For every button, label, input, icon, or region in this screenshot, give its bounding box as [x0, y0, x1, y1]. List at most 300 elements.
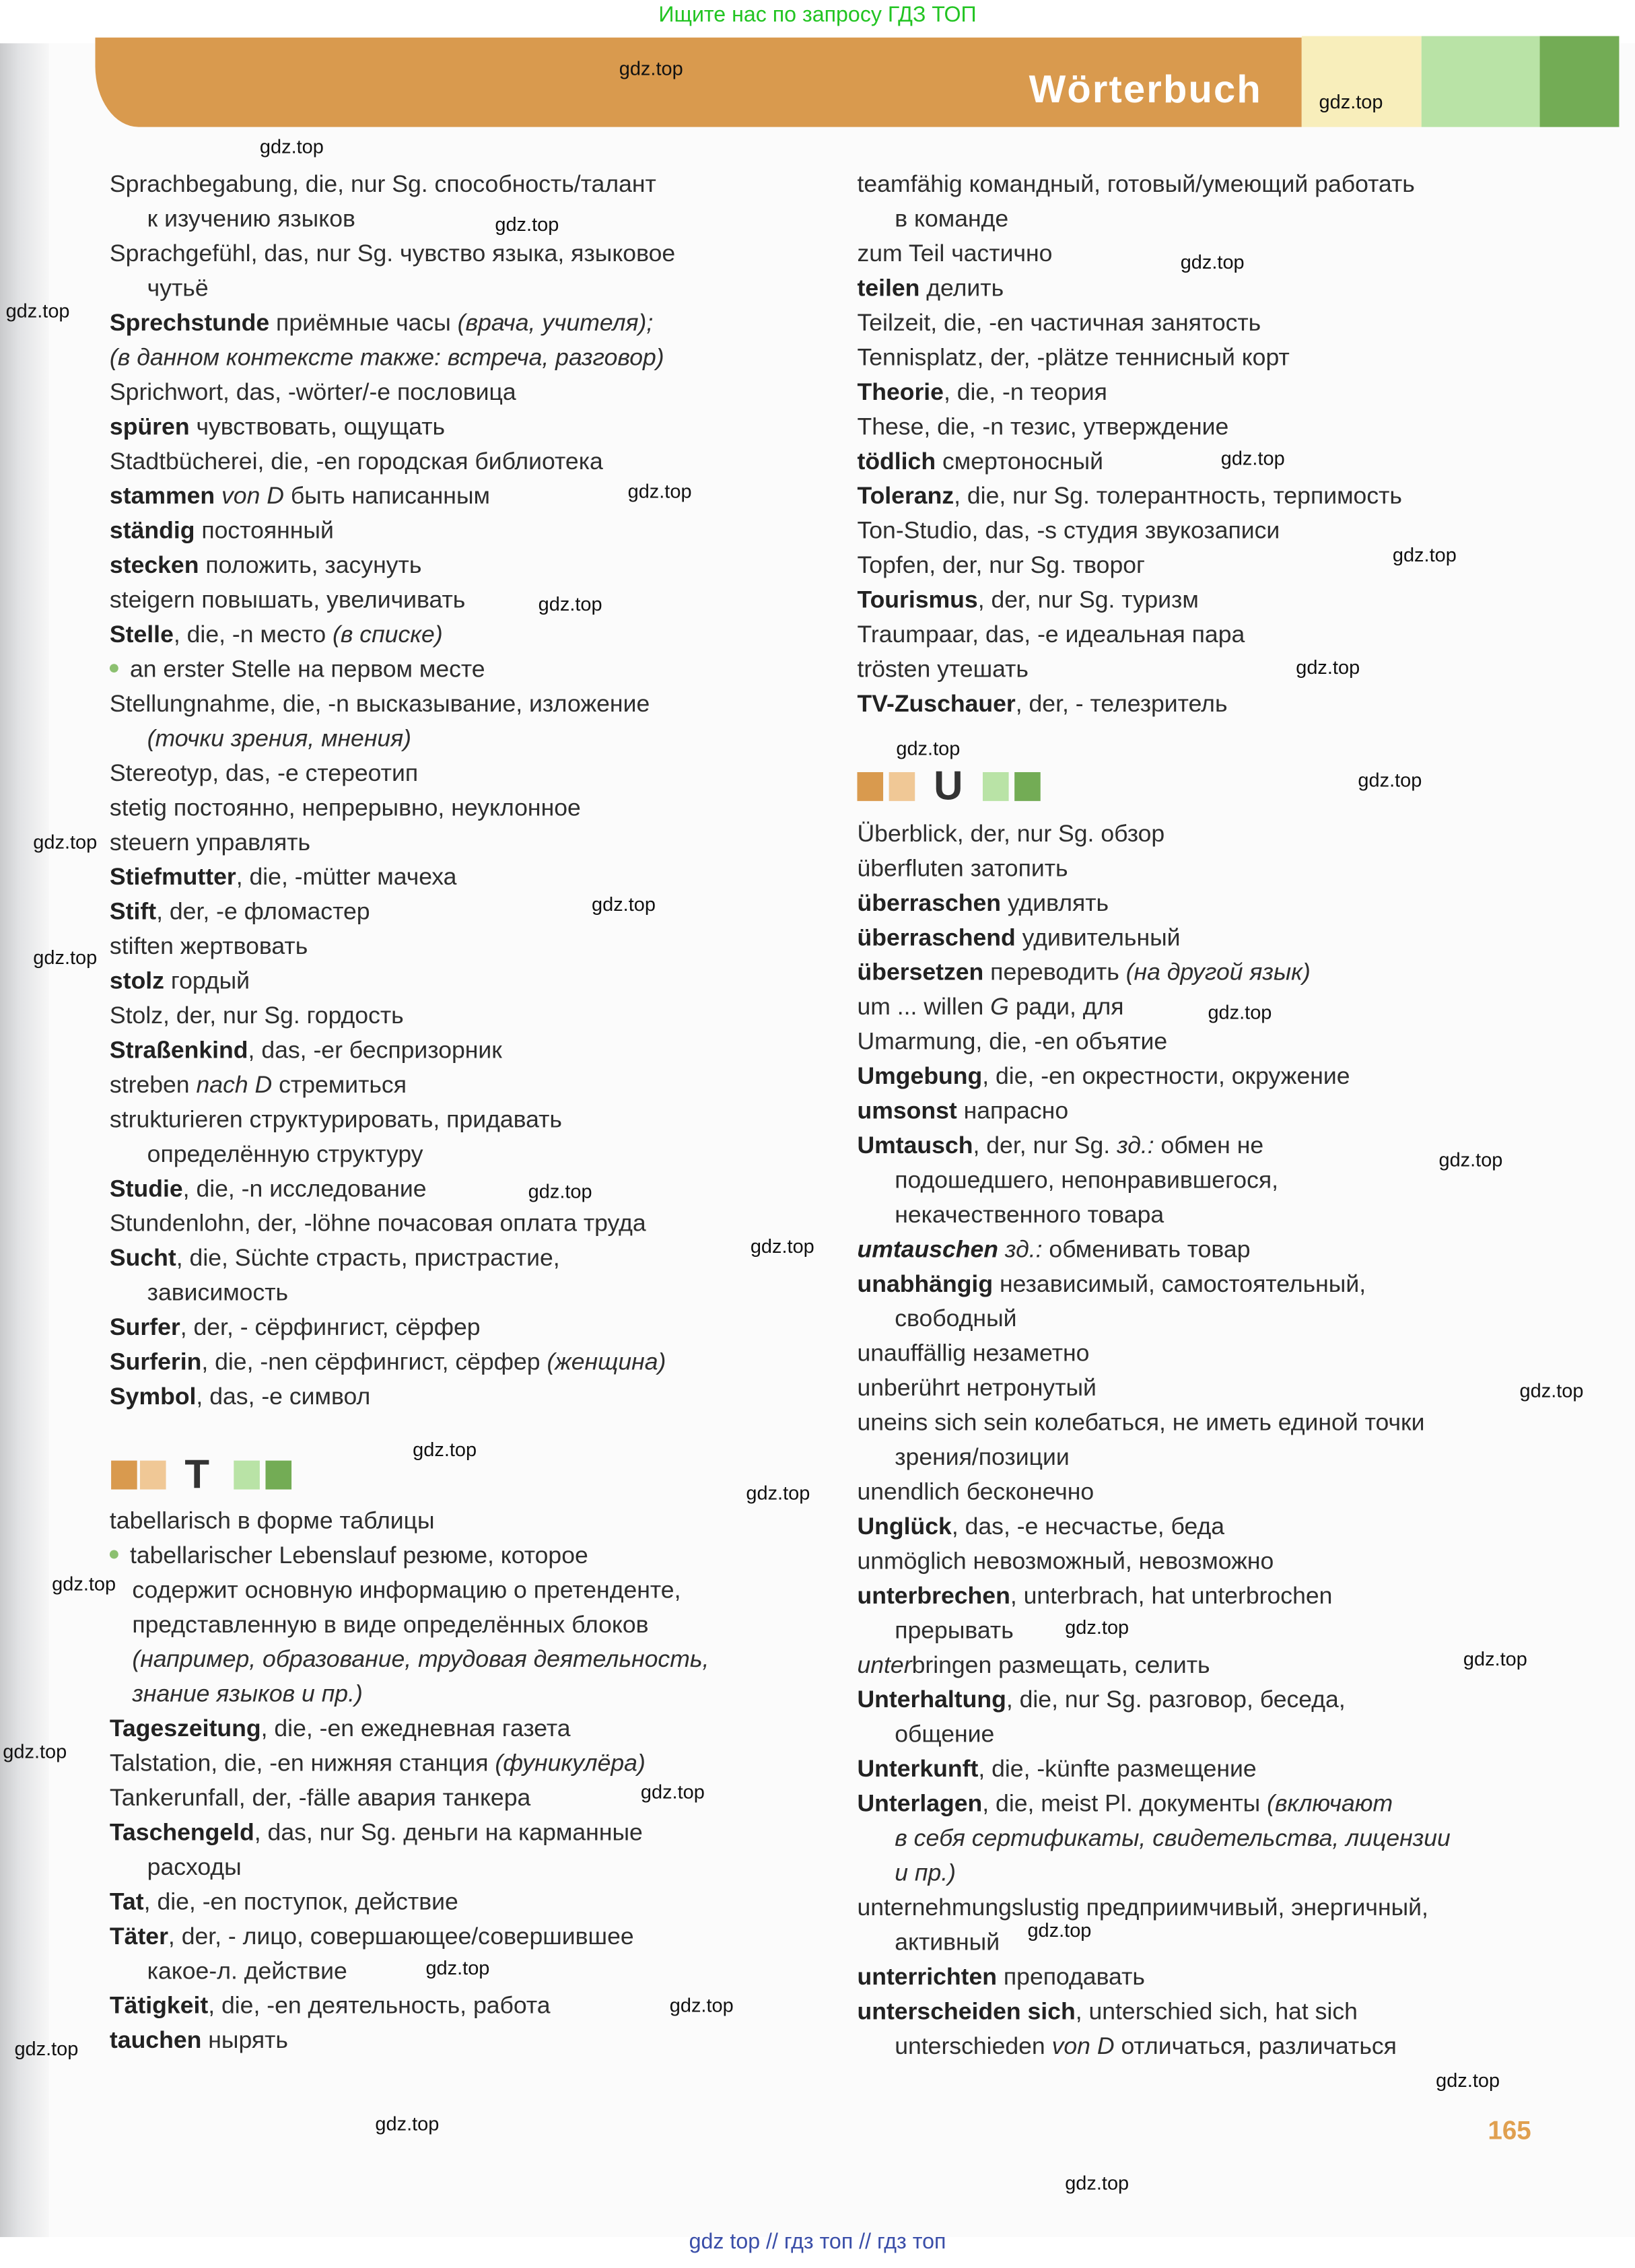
dictionary-entry: [110, 1816, 643, 1850]
entry-text: (в списке): [333, 620, 443, 648]
dictionary-entry: [110, 860, 457, 895]
entry-text: удивлять: [1001, 889, 1109, 917]
dictionary-entry: [147, 1276, 288, 1310]
headword: umsonst: [857, 1097, 957, 1125]
dictionary-entry: [857, 1683, 1345, 1717]
dictionary-entry: [147, 1137, 423, 1171]
dictionary-entry: [857, 852, 1068, 886]
entry-text: (в данном контексте также: встреча, разговор): [109, 343, 664, 371]
entry-text: удивительный: [1015, 924, 1181, 951]
dictionary-entry: [895, 2029, 1397, 2063]
entry-text: , die, -mütter мачеха: [236, 863, 457, 891]
entry-text: представленную в виде определённых блоков: [132, 1610, 649, 1639]
headword: Toleranz: [857, 482, 954, 510]
entry-text: , der, - сёрфингист, сёрфер: [180, 1313, 481, 1341]
dictionary-entry: [857, 1267, 1366, 1301]
watermark: gdz.top: [1220, 447, 1285, 469]
dictionary-entry: [895, 1302, 1016, 1336]
dictionary-entry: [132, 1573, 681, 1608]
dictionary-entry: [110, 1380, 370, 1414]
dictionary-entry: [110, 756, 418, 790]
entry-text: steuern управлять: [109, 828, 311, 856]
dictionary-entry: [857, 1752, 1256, 1787]
dictionary-entry: [110, 1241, 560, 1276]
dictionary-entry: [857, 1960, 1144, 1994]
entry-text: (врача, учителя);: [457, 308, 654, 337]
headword: unterrichten: [857, 1962, 998, 1991]
headword: teilen: [857, 274, 920, 302]
entry-text: Überblick, der, nur Sg. обзор: [857, 819, 1165, 848]
entry-text: um ... willen: [857, 993, 991, 1021]
dictionary-entry: [110, 930, 308, 964]
headword: Täter: [109, 1922, 168, 1950]
entry-text: , das, -e символ: [196, 1382, 371, 1410]
headword: stecken: [109, 551, 199, 579]
dictionary-entry: [110, 1538, 588, 1573]
light-green-square-icon: [983, 772, 1009, 801]
dictionary-entry: [857, 583, 1198, 617]
dictionary-entry: [857, 1129, 1263, 1163]
headword: stammen: [109, 482, 215, 510]
headword: Taschengeld: [109, 1818, 254, 1847]
entry-text: к изучению языков: [147, 205, 355, 233]
dictionary-entry: [895, 1163, 1278, 1198]
dictionary-entry: [147, 202, 355, 236]
headword: Studie: [109, 1175, 183, 1202]
entry-text: , unterschied sich, hat sich: [1075, 1997, 1358, 2025]
entry-text: нырять: [201, 2026, 288, 2054]
headword: ständig: [109, 516, 195, 545]
dictionary-entry: [857, 1475, 1094, 1509]
entry-text: Stereotyp, das, -e стереотип: [109, 759, 419, 787]
dictionary-entry: [110, 2024, 288, 2058]
entry-text: зрения/позиции: [895, 1443, 1070, 1471]
entry-text: и пр.): [895, 1859, 956, 1887]
entry-text: активный: [895, 1928, 1000, 1956]
headword: unterbrechen: [857, 1581, 1010, 1610]
dictionary-entry: [110, 341, 664, 375]
dictionary-entry: [110, 1504, 435, 1538]
entry-text: ради, для: [1008, 993, 1124, 1021]
dictionary-entry: [857, 955, 1310, 990]
dictionary-entry: [110, 618, 443, 652]
entry-text: постоянный: [195, 516, 334, 545]
dictionary-entry: [110, 999, 404, 1033]
dictionary-entry: [857, 1025, 1167, 1059]
entry-text: , das, -er беспризорник: [248, 1036, 502, 1064]
headword: Stelle: [109, 620, 174, 648]
headword: TV-Zuschauer: [857, 689, 1016, 718]
entry-text: чувствовать, ощущать: [189, 413, 446, 440]
headword: Stiefmutter: [109, 863, 236, 891]
watermark: gdz.top: [627, 480, 692, 503]
dictionary-entry: [110, 964, 250, 998]
footer-links[interactable]: gdz top // гдз топ // гдз топ: [689, 2230, 946, 2255]
dictionary-entry: [857, 479, 1401, 514]
entry-text: знание языков и пр.): [132, 1680, 363, 1708]
entry-text: , der, nur Sg. туризм: [977, 586, 1199, 614]
entry-text: делить: [919, 274, 1004, 302]
watermark: gdz.top: [413, 1439, 477, 1461]
entry-text: чутьё: [147, 274, 209, 302]
entry-text: überfluten затопить: [857, 854, 1068, 882]
section-letter: U: [934, 763, 963, 809]
dictionary-entry: [857, 1406, 1424, 1440]
entry-text: подошедшего, непонравившегося,: [895, 1166, 1279, 1194]
dictionary-entry: [132, 1608, 648, 1642]
entry-text: teamfähig командный, готовый/умеющий работать: [857, 170, 1415, 198]
entry-text: напрасно: [956, 1097, 1069, 1125]
dictionary-entry: [110, 687, 650, 721]
entry-text: zum Teil частично: [857, 239, 1053, 267]
entry-text: unberührt нетронутый: [857, 1373, 1097, 1402]
headword: spüren: [109, 413, 190, 440]
page-title: Wörterbuch: [1029, 67, 1262, 112]
dictionary-entry: [110, 825, 310, 860]
headword: Straßenkind: [109, 1036, 248, 1064]
entry-text: смертоносный: [936, 447, 1104, 475]
header-tab-yellow: [1302, 36, 1422, 127]
watermark: gdz.top: [1065, 2172, 1129, 2194]
entry-text: , die, -künfte размещение: [978, 1754, 1257, 1783]
entry-text: Stellungnahme, die, -n высказывание, изложение: [109, 689, 650, 718]
watermark: gdz.top: [528, 1180, 592, 1202]
dictionary-entry: [895, 1441, 1070, 1475]
dictionary-entry: [110, 1989, 551, 2023]
dictionary-entry: [895, 202, 1008, 236]
headword: Umtausch: [857, 1131, 973, 1159]
watermark: gdz.top: [14, 2038, 79, 2060]
dictionary-entry: [147, 722, 411, 756]
dictionary-entry: [147, 271, 209, 306]
watermark: gdz.top: [1180, 251, 1245, 273]
dictionary-entry: [147, 1850, 242, 1884]
section-letter: T: [184, 1451, 210, 1497]
dictionary-entry: [857, 1648, 1210, 1682]
entry-text: расходы: [147, 1853, 242, 1881]
watermark: gdz.top: [3, 1740, 67, 1762]
dictionary-entry: [110, 479, 490, 514]
dictionary-entry: [857, 237, 1052, 271]
entry-text: bringen размещать, селить: [911, 1651, 1210, 1679]
headword: stolz: [109, 967, 165, 995]
headword: Stift: [109, 897, 157, 926]
watermark: gdz.top: [375, 2112, 440, 2135]
dictionary-entry: [857, 921, 1180, 955]
dictionary-entry: [857, 1787, 1393, 1821]
dictionary-entry: [110, 168, 656, 202]
entry-text: , die, -n место: [173, 620, 333, 648]
watermark: gdz.top: [33, 831, 98, 854]
dictionary-entry: [110, 583, 465, 617]
entry-text: Topfen, der, nur Sg. творог: [857, 551, 1146, 579]
watermark: gdz.top: [33, 947, 98, 969]
entry-text: Stundenlohn, der, -löhne почасовая оплата труда: [109, 1209, 646, 1237]
entry-text: stetig постоянно, непрерывно, неуклонное: [109, 794, 581, 821]
entry-text: steigern повышать, увеличивать: [109, 586, 466, 614]
watermark: gdz.top: [259, 135, 324, 158]
headword: Unglück: [857, 1512, 952, 1540]
dictionary-entry: [857, 1233, 1250, 1267]
headword: Tat: [109, 1888, 144, 1915]
entry-text: , die, -n исследование: [182, 1175, 427, 1202]
watermark: gdz.top: [1436, 2069, 1500, 2092]
entry-text: unterschieden: [895, 2032, 1052, 2060]
watermark: gdz.top: [1027, 1919, 1092, 1941]
entry-text: , die, meist Pl. документы: [982, 1789, 1267, 1818]
entry-text: strukturieren структурировать, придавать: [109, 1105, 562, 1133]
watermark: gdz.top: [425, 1957, 490, 1979]
entry-text: (например, образование, трудовая деятельность,: [132, 1645, 709, 1673]
entry-text: независимый, самостоятельный,: [993, 1270, 1366, 1298]
dictionary-entry: [110, 1311, 481, 1345]
watermark: gdz.top: [896, 737, 961, 759]
entry-text: Talstation, die, -en нижняя станция: [109, 1749, 495, 1777]
entry-text: trösten утешать: [857, 655, 1029, 683]
entry-text: Sprachgefühl, das, nur Sg. чувство языка, языковое: [109, 239, 676, 267]
dictionary-entry: [110, 1919, 634, 1954]
entry-text: nach D: [196, 1070, 273, 1099]
dictionary-entry: [857, 514, 1280, 548]
dictionary-entry: [110, 1746, 646, 1781]
headword: übersetzen: [857, 958, 984, 986]
entry-text: , die, -en поступок, действие: [143, 1888, 458, 1915]
bullet-icon: [110, 1550, 118, 1558]
dictionary-entry: [857, 1510, 1224, 1544]
entry-text: Umarmung, die, -en объятие: [857, 1027, 1168, 1056]
dictionary-entry: [132, 1677, 362, 1711]
entry-text: , der, -e фломастер: [156, 897, 370, 926]
entry-text: , die, Süchte страсть, пристрастие,: [176, 1244, 560, 1272]
headword: überraschend: [857, 924, 1016, 951]
dictionary-entry: [857, 410, 1228, 444]
entry-text: , das, -e несчастье, беда: [951, 1512, 1225, 1540]
entry-text: (фуникулёра): [495, 1749, 646, 1777]
entry-text: , die, -n теория: [943, 378, 1107, 406]
dictionary-entry: [110, 1712, 571, 1746]
header-tab-light-green: [1422, 36, 1540, 127]
page-number: 165: [1488, 2115, 1531, 2145]
entry-text: , die, nur Sg. толерантность, терпимость: [954, 482, 1402, 510]
entry-text: (на другой язык): [1125, 958, 1311, 986]
entry-text: зд.:: [1117, 1131, 1154, 1159]
dictionary-entry: [110, 791, 581, 825]
dictionary-entry: [895, 1717, 994, 1752]
dictionary-entry: [110, 1781, 530, 1816]
watermark: gdz.top: [619, 57, 683, 79]
entry-text: в себя сертификаты, свидетельства, лицензии: [895, 1824, 1451, 1852]
dictionary-entry: [110, 410, 445, 444]
watermark: gdz.top: [669, 1994, 734, 2017]
entry-text: преподавать: [997, 1962, 1145, 1991]
dictionary-entry: [110, 1103, 562, 1137]
dictionary-entry: [110, 237, 675, 271]
entry-text: , die, -en деятельность, работа: [208, 1991, 551, 2020]
entry-text: Ton-Studio, das, -s студия звукозаписи: [857, 516, 1280, 545]
dictionary-entry: [110, 1885, 458, 1919]
watermark: gdz.top: [746, 1482, 810, 1504]
dictionary-entry: [110, 895, 370, 929]
entry-text: , die, -en ежедневная газета: [260, 1714, 571, 1742]
dictionary-entry: [895, 1614, 1014, 1648]
dictionary-entry: [857, 306, 1261, 341]
entry-text: , der, nur Sg.: [973, 1131, 1117, 1159]
dictionary-entry: [895, 1925, 1000, 1960]
green-square-icon: [265, 1461, 291, 1490]
dictionary-entry: [857, 1995, 1357, 2029]
entry-text: положить, засунуть: [199, 551, 422, 579]
dictionary-entry: [857, 444, 1103, 479]
entry-text: зд.:: [998, 1235, 1043, 1263]
headword: Umgebung: [857, 1062, 983, 1090]
dictionary-entry: [857, 341, 1289, 375]
entry-text: прерывать: [895, 1616, 1014, 1644]
entry-text: гордый: [164, 967, 250, 995]
entry-text: (женщина): [547, 1348, 666, 1376]
watermark: gdz.top: [1438, 1148, 1503, 1171]
dictionary-entry: [895, 1856, 956, 1890]
headword: Unterhaltung: [857, 1686, 1006, 1713]
entry-text: Tennisplatz, der, -plätze теннисный корт: [857, 343, 1290, 371]
headword: Tätigkeit: [109, 1991, 209, 2020]
entry-text: Teilzeit, die, -en частичная занятость: [857, 308, 1261, 337]
entry-text: von D: [1051, 2032, 1115, 2060]
entry-text: , unterbrach, hat unterbrochen: [1010, 1581, 1333, 1610]
orange-square-icon: [111, 1461, 137, 1490]
entry-text: обмен не: [1154, 1131, 1264, 1159]
headword: umtauschen: [857, 1235, 999, 1263]
dictionary-entry: [895, 1198, 1164, 1232]
watermark: gdz.top: [1319, 91, 1383, 113]
watermark: gdz.top: [495, 213, 559, 236]
dictionary-entry: [857, 817, 1164, 851]
watermark: gdz.top: [1358, 769, 1422, 791]
entry-text: переводить: [983, 958, 1126, 986]
watermark: gdz.top: [538, 593, 602, 615]
dictionary-entry: [857, 1579, 1332, 1613]
dictionary-entry: [857, 990, 1123, 1025]
entry-text: , die, nur Sg. разговор, беседа,: [1006, 1686, 1346, 1713]
dictionary-entry: [110, 652, 485, 687]
entry-text: G: [990, 993, 1009, 1021]
entry-text: unmöglich невозможный, невозможно: [857, 1547, 1274, 1575]
watermark: gdz.top: [1208, 1001, 1272, 1024]
entry-text: , die, -nen сёрфингист, сёрфер: [201, 1348, 547, 1376]
dictionary-entry: [110, 1033, 502, 1068]
watermark: gdz.top: [591, 893, 656, 916]
entry-text: зависимость: [147, 1278, 289, 1307]
entry-text: отличаться, различаться: [1114, 2032, 1397, 2060]
bullet-icon: [110, 663, 118, 672]
entry-text: unauffällig незаметно: [857, 1339, 1090, 1367]
entry-text: unter: [857, 1651, 912, 1679]
entry-text: какое-л. действие: [147, 1957, 347, 1985]
headword: Sprechstunde: [109, 308, 270, 337]
dictionary-entry: [110, 549, 421, 583]
entry-text: свободный: [895, 1305, 1017, 1332]
entry-text: обменивать товар: [1042, 1235, 1251, 1263]
watermark: gdz.top: [1519, 1379, 1584, 1402]
watermark: gdz.top: [5, 300, 70, 322]
entry-text: определённую структуру: [147, 1140, 423, 1168]
dictionary-entry: [147, 1954, 347, 1989]
headword: Unterkunft: [857, 1754, 979, 1783]
orange-square-icon: [857, 772, 883, 801]
headword: Tageszeitung: [109, 1714, 261, 1742]
entry-text: (точки зрения, мнения): [147, 724, 412, 752]
dictionary-entry: [857, 1094, 1068, 1128]
entry-text: приёмные часы: [269, 308, 458, 337]
entry-text: , das, nur Sg. деньги на карманные: [254, 1818, 643, 1847]
entry-text: tabellarischer Lebenslauf резюме, которое: [129, 1541, 588, 1569]
headword: Theorie: [857, 378, 944, 406]
green-square-icon: [1014, 772, 1041, 801]
headword: unterscheiden sich: [857, 1997, 1076, 2025]
entry-text: , der, - лицо, совершающее/совершившее: [168, 1922, 634, 1950]
entry-text: , der, - телезритель: [1015, 689, 1228, 718]
headword: überraschen: [857, 889, 1002, 917]
top-banner[interactable]: Ищите нас по запросу ГДЗ ТОП: [658, 3, 977, 28]
entry-text: (включают: [1267, 1789, 1393, 1818]
entry-text: быть написанным: [283, 482, 490, 510]
entry-text: Stolz, der, nur Sg. гордость: [109, 1001, 404, 1029]
watermark: gdz.top: [750, 1235, 814, 1258]
entry-text: unendlich бесконечно: [857, 1478, 1094, 1506]
dictionary-entry: [857, 1371, 1096, 1406]
dictionary-entry: [857, 1060, 1350, 1094]
watermark: gdz.top: [1065, 1616, 1129, 1639]
headword: Tourismus: [857, 586, 978, 614]
entry-text: Tankerunfall, der, -fälle авария танкера: [109, 1783, 531, 1812]
light-green-square-icon: [234, 1461, 260, 1490]
watermark: gdz.top: [640, 1781, 705, 1803]
entry-text: an erster Stelle на первом месте: [129, 655, 485, 683]
entry-text: общение: [895, 1720, 995, 1748]
dictionary-entry: [857, 652, 1028, 687]
headword: tauchen: [109, 2026, 202, 2054]
headword: Surfer: [109, 1313, 180, 1341]
dictionary-entry: [110, 306, 653, 341]
dictionary-entry: [857, 687, 1227, 721]
headword: Sucht: [109, 1244, 176, 1272]
entry-text: стремиться: [272, 1070, 407, 1099]
entry-text: некачественного товара: [895, 1200, 1164, 1229]
dictionary-entry: [857, 618, 1245, 652]
dictionary-entry: [895, 1822, 1451, 1856]
dictionary-entry: [110, 514, 334, 548]
entry-text: Stadtbücherei, die, -en городская библиотека: [109, 447, 603, 475]
entry-text: streben: [109, 1070, 197, 1099]
entry-text: содержит основную информацию о претенденте,: [132, 1576, 681, 1604]
entry-text: , die, -en окрестности, окружение: [982, 1062, 1350, 1090]
header-tab-green: [1540, 36, 1620, 127]
dictionary-entry: [857, 1891, 1428, 1925]
headword: unabhängig: [857, 1270, 994, 1298]
entry-text: Sprachbegabung, die, nur Sg. способность/талант: [109, 170, 656, 198]
entry-text: von D: [215, 482, 284, 510]
dictionary-entry: [857, 1336, 1089, 1371]
entry-text: uneins sich sein колебаться, не иметь единой точки: [857, 1408, 1425, 1437]
headword: Symbol: [109, 1382, 197, 1410]
light-orange-square-icon: [889, 772, 915, 801]
dictionary-entry: [857, 271, 1004, 306]
dictionary-entry: [110, 1068, 407, 1102]
entry-text: Traumpaar, das, -e идеальная пара: [857, 620, 1245, 648]
entry-text: These, die, -n тезис, утверждение: [857, 413, 1229, 440]
dictionary-entry: [110, 1206, 646, 1241]
headword: Unterlagen: [857, 1789, 983, 1818]
dictionary-entry: [857, 168, 1414, 202]
